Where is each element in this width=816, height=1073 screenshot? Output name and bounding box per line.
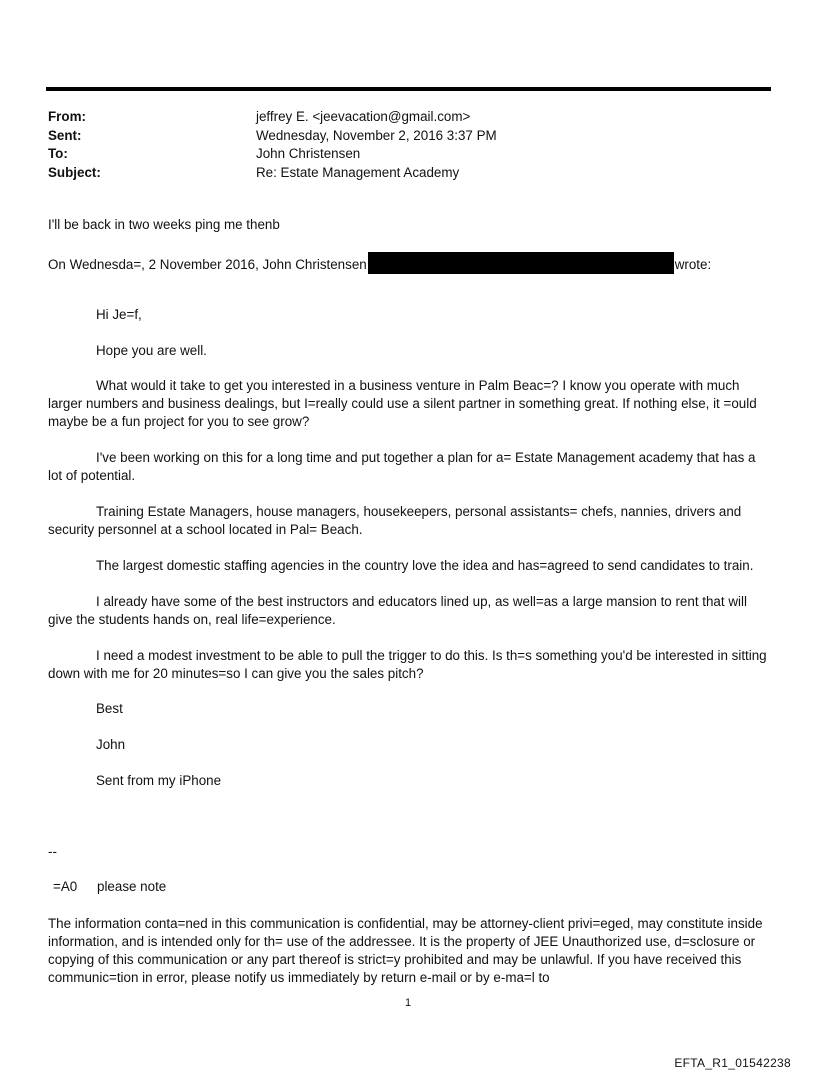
from-row [48, 108, 768, 127]
quote-intro-before: On Wednesda=, 2 November 2016, John Christensen [48, 257, 367, 272]
subject-row [48, 164, 768, 183]
disclaimer: The information conta=ned in this communication is confidential, may be attorney-client privi=eged, may constitute inside information, and is intended only for th= use of the addressee. It is the property of JEE Unauthorized use, d=sclosure or copying of this communication or any part thereof is strict=y prohibited and may be unlawful. If you have received this communic=tion in error, please notify us immediately by return e-mail or by e-ma=l to [48, 916, 763, 985]
paragraph-1: What would it take to get you interested in a business venture in Palm Beac=? I know you operate with much larger numbers and business dealings, but I=really could use a silent partner in something great. If nothing else, it =ould maybe be a fun project for you to see grow? [48, 378, 757, 429]
subject-value: Re: Estate Management Academy [256, 164, 460, 180]
greeting: Hi Je=f, [96, 307, 142, 322]
note-text: please note [97, 879, 167, 894]
redaction-box [368, 252, 674, 274]
hope-line: Hope you are well. [96, 343, 207, 358]
note-code: =A0 [53, 879, 78, 894]
note-line [53, 878, 166, 896]
paragraph-3: Training Estate Managers, house managers, housekeepers, personal assistants= chefs, nannies, drivers and security personnel at a school located in Pal= Beach. [48, 504, 742, 537]
closing: Best [96, 701, 123, 716]
sent-value: Wednesday, November 2, 2016 3:37 PM [256, 127, 497, 143]
to-row [48, 145, 768, 164]
page-number: 1 [404, 997, 412, 1009]
paragraph-6: I need a modest investment to be able to pull the trigger to do this. Is th=s something you'd be interested in sitting down with me for 20 minutes=so I can give you the sales pitch? [48, 648, 767, 681]
from-value: jeffrey E. <jeevacation@gmail.com> [256, 109, 471, 124]
quote-intro [48, 252, 770, 274]
subject-label: Subject: [48, 164, 101, 180]
header-rule [46, 87, 771, 91]
signature: John [96, 737, 126, 752]
to-value: John Christensen [256, 146, 361, 161]
sent-from-line: Sent from my iPhone [96, 773, 222, 788]
paragraph-5: I already have some of the best instructors and educators lined up, as well=as a large mansion to rent that will give the students hands on, real life=experience. [48, 594, 747, 627]
from-label: From: [48, 109, 86, 124]
sent-row [48, 127, 768, 146]
to-label: To: [48, 146, 68, 161]
paragraph-4: The largest domestic staffing agencies in the country love the idea and has=agreed to send candidates to train. [96, 558, 754, 573]
document-id: EFTA_R1_01542238 [674, 1056, 791, 1070]
quote-intro-after: wrote: [674, 257, 712, 272]
email-header [48, 108, 768, 182]
separator: -- [48, 844, 57, 859]
paragraph-2: I've been working on this for a long time and put together a plan for a= Estate Management academy that has a lot of potential. [48, 450, 756, 483]
sent-label: Sent: [48, 127, 82, 143]
reply-text: I'll be back in two weeks ping me thenb [48, 217, 280, 232]
